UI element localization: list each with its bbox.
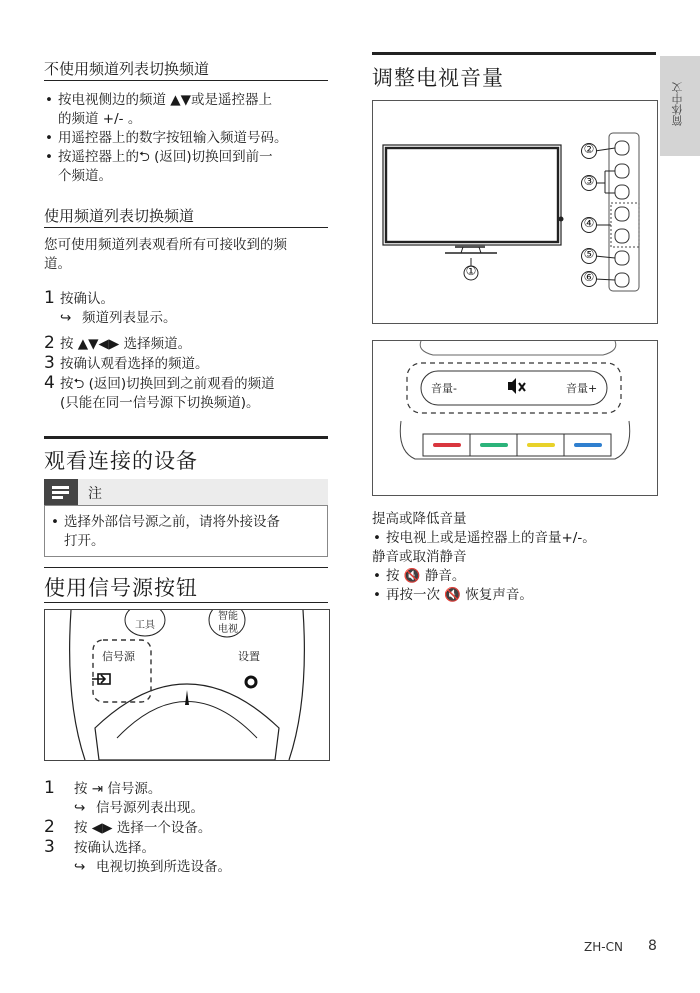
bullet-item: • 再按一次 🔇 恢复声音。 [372, 586, 672, 605]
remote-volume-drawing [373, 341, 657, 495]
source-steps-list [44, 779, 339, 877]
red-key [433, 443, 461, 447]
callout-3: ③ [583, 174, 595, 188]
divider [44, 80, 328, 81]
step-result: ↪ 电视切换到所选设备。 [74, 859, 231, 875]
step-item: 3 按确认观看选择的频道。 [44, 353, 209, 373]
section-title-no-list: 不使用频道列表切换频道 [44, 60, 210, 78]
note-text: • 选择外部信号源之前，请将外接设备 打开。 [50, 513, 334, 551]
step-item: 2 按 ▲▼◀▶ 选择频道。 [44, 333, 192, 353]
section-rule [44, 436, 328, 439]
section-title-volume: 调整电视音量 [372, 66, 504, 90]
tv-drawing [373, 101, 657, 323]
section-title-connected-devices: 观看连接的设备 [44, 449, 198, 473]
note-icon [44, 479, 78, 505]
page-number: 8 [648, 938, 657, 954]
note-header [44, 479, 328, 505]
volume-minus-label: 音量- [431, 382, 457, 395]
blue-key [574, 443, 602, 447]
remote-smart-label: 电视 [218, 624, 238, 635]
divider [44, 567, 328, 568]
steps-list [44, 289, 339, 413]
remote-smart-label: 智能 [218, 611, 238, 622]
result-arrow-icon: ↪ [60, 310, 72, 326]
callout-6: ⑥ [583, 270, 595, 284]
callout-4: ④ [583, 216, 595, 230]
instruction-heading: 静音或取消静音 [372, 549, 467, 565]
footer-language-code: ZH-CN [584, 940, 623, 954]
section-rule [372, 52, 656, 55]
step-item: 1 按 ⇥ 信号源。 [44, 778, 162, 798]
step-result: ↪ 信号源列表出现。 [74, 800, 204, 816]
step-result: ↪ 频道列表显示。 [60, 310, 177, 326]
result-arrow-icon: ↪ [74, 800, 86, 816]
remote-source-illustration [44, 609, 330, 761]
bullet-item: • 按遥控器上的⮌ (返回)切换回到前一 个频道。 [44, 148, 334, 186]
section-title-with-list: 使用频道列表切换频道 [44, 207, 195, 225]
step-item: 2 按 ◀▶ 选择一个设备。 [44, 817, 212, 837]
remote-volume-illustration [372, 340, 658, 496]
step-item: 4 按⮌ (返回)切换回到之前观看的频道 [44, 373, 275, 393]
result-arrow-icon: ↪ [74, 859, 86, 875]
language-tab [660, 56, 700, 156]
step-continuation: (只能在同一信号源下切换频道)。 [60, 395, 260, 411]
volume-plus-label: 音量+ [566, 382, 598, 395]
yellow-key [527, 443, 555, 447]
remote-settings-label: 设置 [238, 650, 260, 663]
callout-1: ① [465, 264, 477, 278]
divider [44, 602, 328, 603]
tv-side-buttons-illustration [372, 100, 658, 324]
step-item: 1 按确认。 [44, 288, 114, 308]
bullet-item: • 用遥控器上的数字按钮输入频道号码。 [44, 129, 334, 148]
bullet-item: • 按电视侧边的频道 ▲▼或是遥控器上 的频道 +/- 。 [44, 91, 334, 129]
remote-tools-label: 工具 [135, 620, 155, 631]
callout-2: ② [583, 142, 595, 156]
instruction-heading: 提高或降低音量 [372, 511, 467, 527]
note-box [44, 479, 328, 557]
bullet-item: • 按电视上或是遥控器上的音量+/-。 [372, 529, 672, 548]
step-item: 3 按确认选择。 [44, 837, 155, 857]
volume-instructions [372, 510, 672, 605]
remote-source-label: 信号源 [102, 650, 135, 663]
remote-drawing [45, 610, 329, 760]
divider [44, 227, 328, 228]
section-title-source-button: 使用信号源按钮 [44, 576, 198, 600]
callout-5: ⑤ [583, 247, 595, 261]
language-tab-label: 简体中文 [671, 82, 684, 126]
bullet-list-no-list [44, 91, 334, 186]
intro-text: 您可使用频道列表观看所有可接收到的频 道。 [44, 237, 287, 272]
bullet-item: • 按 🔇 静音。 [372, 567, 672, 586]
note-label: 注 [88, 486, 102, 502]
green-key [480, 443, 508, 447]
